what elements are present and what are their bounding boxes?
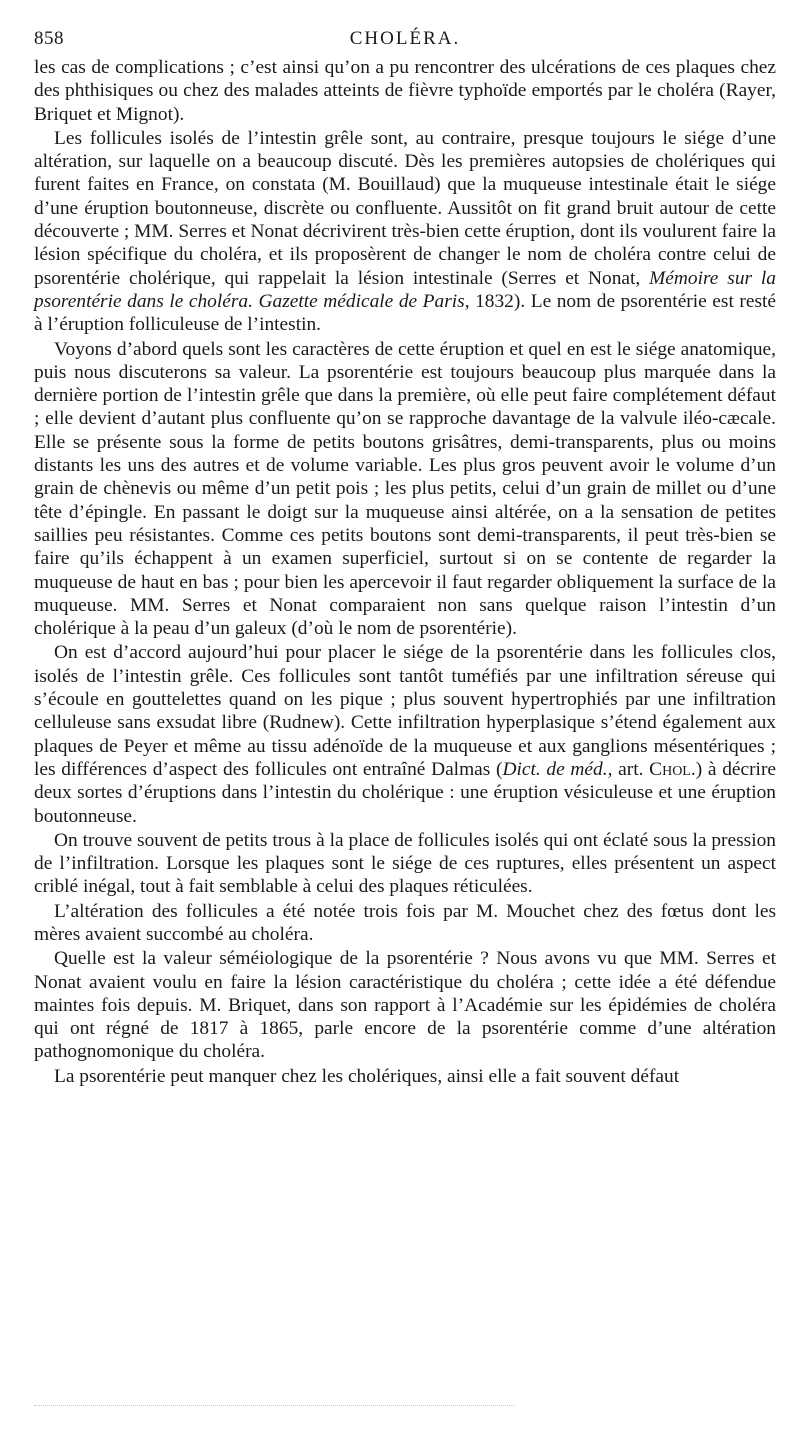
page-number: 858 <box>34 28 64 49</box>
paragraph <box>34 1065 776 1088</box>
paragraph <box>34 641 776 827</box>
paragraph <box>34 900 776 947</box>
smallcaps-abbrev: Chol. <box>649 758 696 780</box>
paragraph <box>34 338 776 641</box>
paragraph <box>34 829 776 899</box>
paragraph <box>34 56 776 126</box>
text-run: les cas de complications ; c’est ainsi qu’on a pu rencontrer des ulcérations de ces plaques chez des phthisiques ou chez des malades atteints de fièvre typhoïde emportés par le choléra (Rayer, Briquet et Mignot). <box>34 57 776 125</box>
text-run: ) à décrire deux sortes d’éruptions dans l’intestin du cholérique : une éruption vésiculeuse et une éruption boutonneuse. <box>34 758 777 827</box>
text-run: , 1832). Le nom de psorentérie est resté à l’éruption folliculeuse de l’intestin. <box>34 290 776 336</box>
text-run: On trouve souvent de petits trous à la place de follicules isolés qui ont éclaté sous la pression de l’infiltration. Lorsque les plaques sont le siége de ces ruptures, elles présentent un aspect criblé inégal, tout à fait semblable à celui des plaques réticulées. <box>34 829 776 898</box>
italic-citation: Mémoire sur la psorentérie dans le choléra. Gazette médicale de Paris <box>34 267 776 312</box>
footer-rule <box>34 1405 514 1408</box>
text-run: La psorentérie peut manquer chez les cholériques, ainsi elle a fait souvent défaut <box>54 1065 680 1087</box>
text-run: Voyons d’abord quels sont les caractères de cette éruption et quel en est le siége anatomique, puis nous discuterons sa valeur. La psorentérie est toujours beaucoup plus marquée dans la dernière portion de l’intestin grêle que dans la première, où elle peut faire complétement défaut ; elle devient d’autant plus confluente qu’on se rapproche davantage de la valvule iléo-cæcale. Elle se présente sous la forme de petits boutons grisâtres, demi-transparents, plus ou moins distants les uns des autres et de volume variable. Les plus gros peuvent avoir le volume d’un grain de chènevis ou même d’un petit pois ; les plus petits, celui d’un grain de millet ou d’une tête d’épingle. En passant le doigt sur la muqueuse ainsi altérée, on a la sensation de petites saillies peu résistantes. Comme ces petits boutons sont demi-transparents, il peut très-bien se faire qu’ils échappent à un examen superficiel, surtout si on se contente de regarder la muqueuse de haut en bas ; pour bien les apercevoir il faut regarder obliquement la surface de la muqueuse. MM. Serres et Nonat comparaient non sans quelque raison l’intestin d’un cholérique à la peau d’un galeux (d’où le nom de psorentérie). <box>34 338 776 640</box>
running-title: CHOLÉRA. <box>349 28 461 49</box>
italic-citation: Dict. de méd. <box>502 758 608 780</box>
paragraph <box>34 947 776 1063</box>
text-run: Les follicules isolés de l’intestin grêle sont, au contraire, presque toujours le siége d’une altération, sur laquelle on a beaucoup discuté. Dès les premières autopsies de cholériques qui furent faites en France, on constata (M. Bouillaud) que la muqueuse intestinale était le siége d’une éruption boutonneuse, discrète ou confluente. Aussitôt on fit grand bruit autour de cette découverte ; MM. Serres et Nonat décrivirent très-bien cette éruption, dont ils voulurent faire la lésion spécifique du choléra, et ils proposèrent de changer le nom de choléra contre celui de psorentérie cholérique, qui rappelait la lésion intestinale (Serres et Nonat, <box>34 127 776 289</box>
running-head <box>34 22 776 56</box>
text-run: Quelle est la valeur séméiologique de la psorentérie ? Nous avons vu que MM. Serres et Nonat avaient voulu en faire la lésion caractéristique du choléra ; cette idée a été défendue maintes fois depuis. M. Briquet, dans son rapport à l’Académie sur les épidémies de choléra qui ont régné de 1817 à 1865, parle encore de la psorentérie comme d’une altération pathognomonique du choléra. <box>34 948 776 1063</box>
paragraph <box>34 127 776 337</box>
body-text <box>34 56 776 1088</box>
page <box>34 22 776 1088</box>
text-run: On est d’accord aujourd’hui pour placer le siége de la psorentérie dans les follicules clos, isolés de l’intestin grêle. Ces follicules sont tantôt tuméfiés par une infiltration séreuse qui s’écoule en gouttelettes quand on les pique ; plus souvent hypertrophiés par une infiltration celluleuse sans exsudat libre (Rudnew). Cette infiltration hyperplasique s’étend également aux plaques de Peyer et même au tissu adénoïde de la muqueuse et aux ganglions mésentériques ; les différences d’aspect des follicules ont entraîné Dalmas ( <box>34 642 776 780</box>
text-run: L’altération des follicules a été notée trois fois par M. Mouchet chez des fœtus dont les mères avaient succombé au choléra. <box>34 900 776 945</box>
text-run: , art. <box>607 758 650 780</box>
